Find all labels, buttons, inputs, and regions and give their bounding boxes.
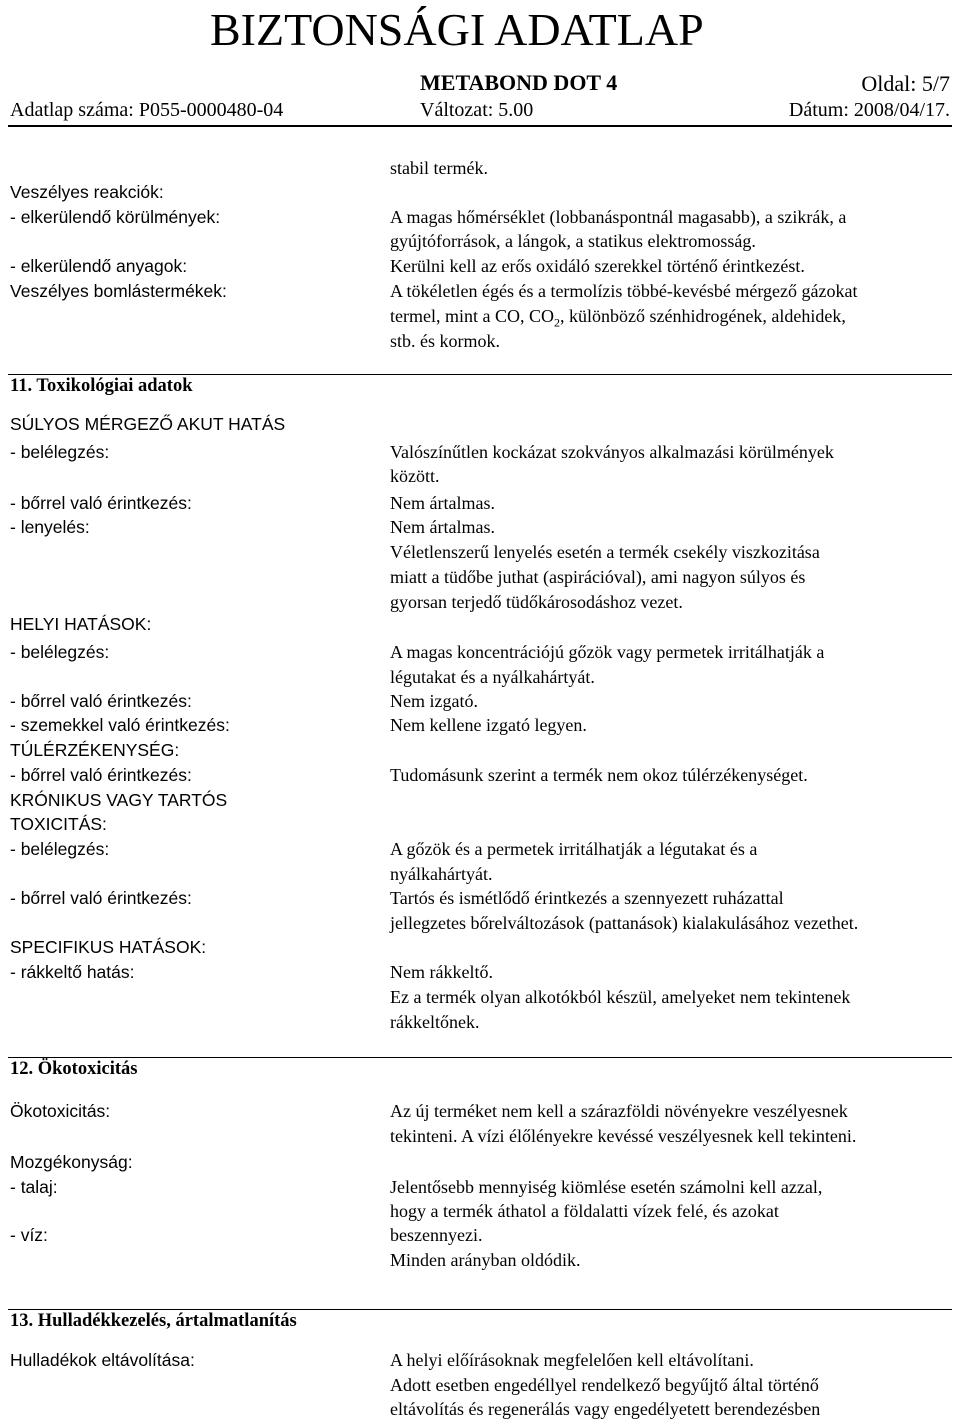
carcino-label: - rákkeltő hatás:: [10, 962, 135, 982]
ecotox-label: Ökotoxicitás:: [10, 1101, 111, 1121]
header-rule: [8, 125, 952, 127]
chronic-inhal-text: nyálkahártyát.: [390, 864, 493, 884]
ecotox-text: Az új terméket nem kell a szárazföldi növényekre veszélyesnek: [390, 1101, 848, 1121]
acute-heading: SÚLYOS MÉRGEZŐ AKUT HATÁS: [10, 414, 286, 434]
disposal-label: Hulladékok eltávolítása:: [10, 1350, 195, 1370]
page-number: Oldal: 5/7: [861, 71, 950, 96]
section-13-title: 13. Hulladékkezelés, ártalmatlanítás: [10, 1311, 297, 1331]
product-name: METABOND DOT 4: [420, 70, 618, 95]
acute-skin-label: - bőrrel való érintkezés:: [10, 493, 192, 513]
section-11-title: 11. Toxikológiai adatok: [10, 376, 193, 396]
chronic-skin-label: - bőrrel való érintkezés:: [10, 888, 192, 908]
decomposition-text: A tökéletlen égés és a termolízis többé-kevésbé mérgező gázokat: [390, 281, 858, 301]
disposal-text: Adott esetben engedéllyel rendelkező begyűjtő által történő: [390, 1375, 819, 1395]
sens-skin-label: - bőrrel való érintkezés:: [10, 765, 192, 785]
soil-text: hogy a termék áthatol a földalatti vízek felé, és azokat: [390, 1201, 779, 1221]
section-rule: [8, 374, 952, 375]
avoid-conditions-label: - elkerülendő körülmények:: [10, 207, 221, 227]
document-title: BIZTONSÁGI ADATLAP: [210, 4, 704, 55]
chronic-heading: TOXICITÁS:: [10, 814, 107, 834]
carcino-text: rákkeltőnek.: [390, 1012, 480, 1032]
decomposition-text: termel, mint a CO, $CO_2$, különböző szénhidrogének, aldehidek,: [390, 306, 846, 330]
local-inhal-label: - belélegzés:: [10, 642, 110, 662]
soil-text: Jelentősebb mennyiség kiömlése esetén számolni kell azzal,: [390, 1177, 823, 1197]
carcino-text: Ez a termék olyan alkotókból készül, amelyeket nem tekintenek: [390, 987, 851, 1007]
water-text: Minden arányban oldódik.: [390, 1250, 581, 1270]
local-heading: HELYI HATÁSOK:: [10, 614, 152, 634]
acute-inhal-text: Valószínűtlen kockázat szokványos alkalmazási körülmények: [390, 442, 834, 462]
chronic-inhal-text: A gőzök és a permetek irritálhatják a légutakat és a: [390, 839, 758, 859]
chronic-skin-text: jellegzetes bőrelváltozások (pattanások) kialakulásához vezethet.: [390, 913, 859, 933]
hazardous-reactions-label: Veszélyes reakciók:: [10, 182, 164, 202]
avoid-materials-text: Kerülni kell az erős oxidáló szerekkel történő érintkezést.: [390, 256, 805, 276]
avoid-conditions-text: gyújtóforrások, a lángok, a statikus elektromosság.: [390, 231, 756, 251]
decomposition-label: Veszélyes bomlástermékek:: [10, 281, 227, 301]
acute-inhal-text: között.: [390, 466, 440, 486]
disposal-text: A helyi előírásoknak megfelelően kell eltávolítani.: [390, 1350, 754, 1370]
chronic-inhal-label: - belélegzés:: [10, 839, 110, 859]
acute-ingest-text: Nem ártalmas.: [390, 517, 495, 537]
section-rule: [8, 1057, 952, 1058]
specific-heading: SPECIFIKUS HATÁSOK:: [10, 937, 207, 957]
carcino-text: Nem rákkeltő.: [390, 962, 493, 982]
date: Dátum: 2008/04/17.: [788, 99, 950, 121]
soil-label: - talaj:: [10, 1177, 58, 1197]
local-inhal-text: A magas koncentrációjú gőzök vagy permetek irritálhatják a: [390, 642, 825, 662]
local-eye-text: Nem kellene izgató legyen.: [390, 715, 587, 735]
acute-skin-text: Nem ártalmas.: [390, 493, 495, 513]
sheet-number: Adatlap száma: P055-0000480-04: [10, 99, 284, 121]
avoid-materials-label: - elkerülendő anyagok:: [10, 256, 188, 276]
local-inhal-text: légutakat és a nyálkahártyát.: [390, 667, 595, 687]
disposal-text: eltávolítás és regenerálás vagy engedélyetett berendezésben: [390, 1399, 821, 1419]
section-12-title: 12. Ökotoxicitás: [10, 1059, 138, 1079]
acute-ingest-text: miatt a tüdőbe juthat (aspirációval), ami nagyon súlyos és: [390, 567, 806, 587]
acute-ingest-text: Véletlenszerű lenyelés esetén a termék csekély viszkozitása: [390, 542, 820, 562]
ecotox-text: tekinteni. A vízi élőlényekre kevéssé veszélyesnek kell tekinteni.: [390, 1126, 857, 1146]
chronic-heading: KRÓNIKUS VAGY TARTÓS: [10, 790, 228, 810]
sensitization-heading: TÚLÉRZÉKENYSÉG:: [10, 740, 180, 760]
acute-ingest-text: gyorsan terjedő tüdőkárosodáshoz vezet.: [390, 592, 683, 612]
stable-text: stabil termék.: [390, 158, 488, 178]
acute-ingest-label: - lenyelés:: [10, 517, 90, 537]
section-rule: [8, 1309, 952, 1310]
decomposition-text: stb. és kormok.: [390, 331, 500, 351]
version: Változat: 5.00: [420, 99, 534, 121]
local-skin-text: Nem izgató.: [390, 691, 478, 711]
local-skin-label: - bőrrel való érintkezés:: [10, 691, 192, 711]
sens-skin-text: Tudomásunk szerint a termék nem okoz túlérzékenységet.: [390, 765, 808, 785]
soil-text: beszennyezi.: [390, 1225, 483, 1245]
chronic-skin-text: Tartós és ismétlődő érintkezés a szennyezett ruházattal: [390, 888, 784, 908]
local-eye-label: - szemekkel való érintkezés:: [10, 715, 230, 735]
avoid-conditions-text: A magas hőmérséklet (lobbanáspontnál magasabb), a szikrák, a: [390, 207, 847, 227]
water-label: - víz:: [10, 1225, 48, 1245]
mobility-label: Mozgékonyság:: [10, 1152, 133, 1172]
acute-inhal-label: - belélegzés:: [10, 442, 110, 462]
